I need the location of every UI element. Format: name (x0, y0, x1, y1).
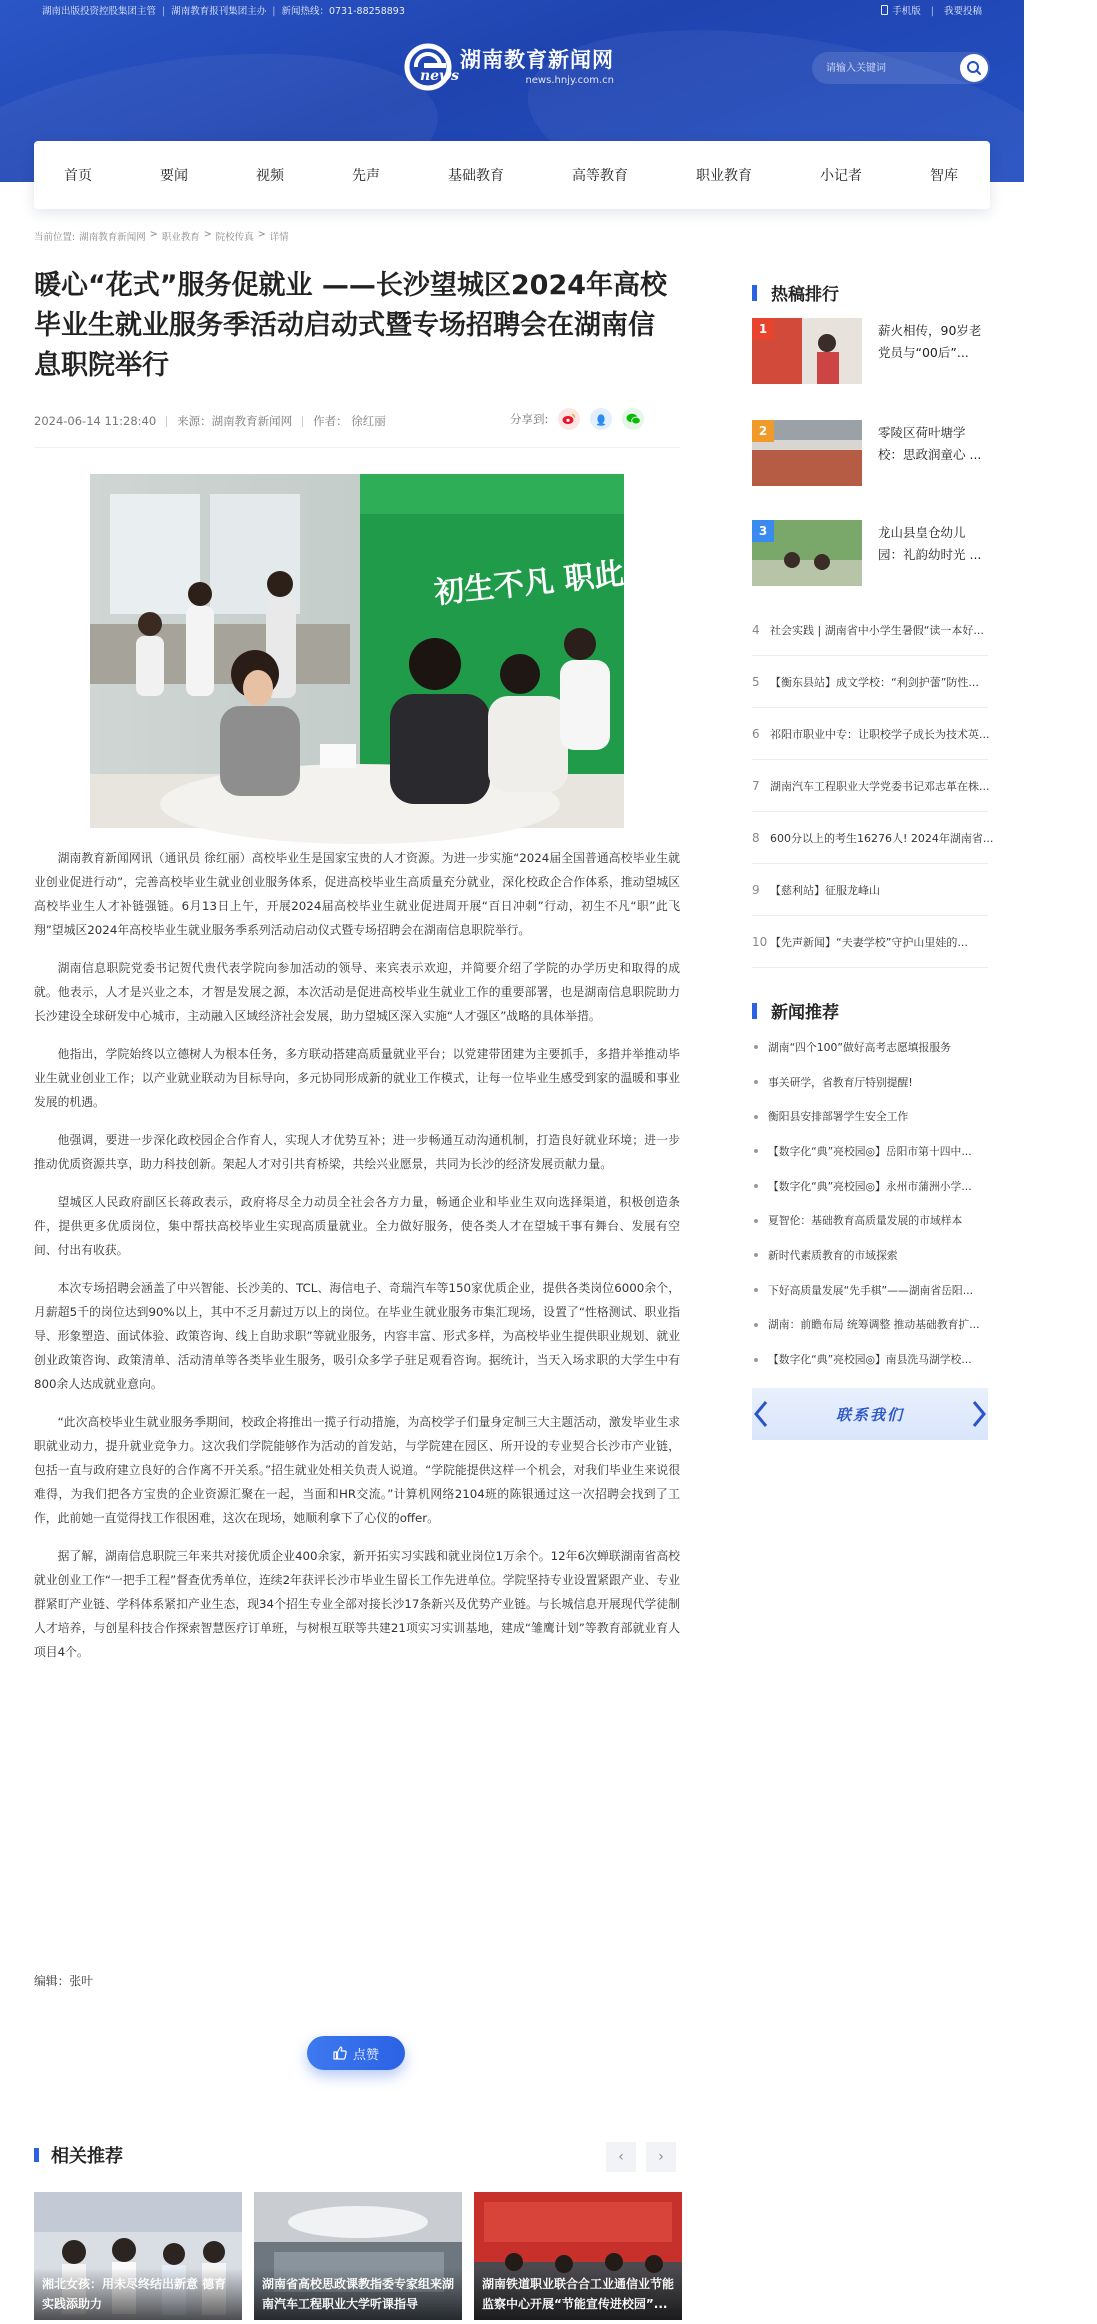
nav-basic-education[interactable]: 基础教育 (448, 168, 504, 184)
like-button[interactable] (307, 2036, 405, 2070)
related-next-button[interactable]: › (646, 2142, 676, 2172)
article-paragraph: 他指出，学院始终以立德树人为根本任务，多方联动搭建高质量就业平台；以党建带团建为主要抓手，多措并举推动毕业生就业创业工作；以产业就业联动为目标导向，多元协同形成新的就业工作模式，让每一位毕业生感受到家的温暖和事业发展的机遇。 (34, 1047, 680, 1109)
phone-icon (881, 5, 888, 15)
article-photo (90, 474, 686, 828)
recommend-item[interactable]: 衡阳县安排部署学生安全工作 (752, 1099, 988, 1134)
article-author: 作者： 徐红丽 (313, 414, 386, 428)
article-meta (34, 413, 386, 429)
like-label: 点赞 (352, 2047, 379, 2063)
wechat-share-icon[interactable] (622, 408, 644, 430)
recommend-item[interactable]: 【数字化“典”亮校园◎】岳阳市第十四中... (752, 1134, 988, 1169)
related-card[interactable] (34, 2192, 242, 2320)
logo-url: news.hnjy.com.cn (525, 75, 614, 86)
hot-ranking-top-item[interactable] (752, 318, 986, 384)
nav-higher-education[interactable]: 高等教育 (572, 168, 628, 184)
related-card-title: 湘北女孩：用未尽终结出新意 德育实践添助力 (34, 2268, 242, 2320)
news-recommend-header (752, 998, 839, 1023)
topbar-hotline: 新闻热线：0731-88258893 (281, 6, 405, 17)
article-paragraph: 本次专场招聘会涵盖了中兴智能、长沙美的、TCL、海信电子、奇瑞汽车等150家优质企业，提供各类岗位6000余个，月薪超5千的岗位达到90%以上，其中不乏月薪过万以上的岗位。在毕业生就业服务市集汇现场，设置了“性格测试、职业指导、形象塑造、面试体验、政策咨询、线上自助求职”等就业服务，内容丰富、形式多样，为高校毕业生提供职业规划、就业创业政策咨询、政策清单、活动清单等各类毕业生服务，吸引众多学子驻足观看咨询。据统计，当天入场求职的大学生中有800余人达成就业意向。 (34, 1281, 680, 1391)
top-bar (0, 0, 1024, 24)
related-card[interactable] (474, 2192, 682, 2320)
related-card-title: 湖南铁道职业联合合工业通信业节能监察中心开展“节能宣传进校园”... (474, 2268, 682, 2320)
nav-think-tank[interactable]: 智库 (930, 168, 958, 184)
search-icon (960, 54, 988, 82)
hot-ranking-header (752, 280, 839, 305)
hot-rank-badge: 1 (752, 318, 774, 340)
breadcrumb-separator: > (203, 229, 212, 240)
topbar-organizer: 湖南教育报刊集团主办 (171, 6, 267, 17)
article-paragraph: “此次高校毕业生就业服务季期间，校政企将推出一揽子行动措施，为高校学子们量身定制三大主题活动，激发毕业生求职就业动力，提升就业竞争力。这次我们学院能够作为活动的首发站，与学院建在园区、所开设的专业契合长沙市产业链，包括一直与政府建立良好的合作离不开关系。”招生就业处相关负责人说道。“学院能提供这样一个机会，对我们毕业生来说很难得，为我们把各方宝贵的企业资源汇聚在一起，当面和HR交流。”计算机网络2104班的陈银通过这一次招聘会找到了工作，此前她一直觉得找工作很困难，这次在现场，她顺利拿下了心仪的offer。 (34, 1415, 680, 1525)
search-button[interactable] (960, 54, 988, 82)
hot-title: 龙山县皇仓幼儿园：礼韵幼时光 ... (878, 525, 982, 562)
search-input[interactable] (826, 59, 946, 77)
related-header (34, 2142, 123, 2168)
hot-list-item[interactable]: 7 湖南汽车工程职业大学党委书记邓志革在株... (752, 760, 988, 812)
hot-ranking-top-item[interactable] (752, 520, 986, 586)
article-title: 暖心“花式”服务促就业 ——长沙望城区2024年高校毕业生就业服务季活动启动式暨专场招聘会在湖南信息职院举行 (34, 270, 668, 381)
hot-title: 零陵区荷叶塘学校：思政润童心 ... (878, 425, 982, 462)
breadcrumb-home[interactable]: 湖南教育新闻网 (79, 232, 146, 243)
divider: | (272, 6, 276, 17)
section-marker (752, 285, 757, 301)
nav-young-reporter[interactable]: 小记者 (820, 168, 862, 184)
article-editor: 编辑：张叶 (34, 1974, 93, 1988)
breadcrumb-label: 当前位置: (34, 232, 76, 243)
recommend-item[interactable]: 新时代素质教育的市域探索 (752, 1238, 988, 1273)
recommend-item[interactable]: 湖南：前瞻布局 统筹调整 推动基础教育扩... (752, 1308, 988, 1343)
article-paragraph: 湖南信息职院党委书记贺代贵代表学院向参加活动的领导、来宾表示欢迎，并简要介绍了学院的办学历史和取得的成就。他表示，人才是兴业之本，才智是发展之源，本次活动是促进高校毕业生就业工作的重要部署，也是湖南信息职院助力长沙建设全球研发中心城市，主动融入区域经济社会发展，助力望城区深入实施“人才强区”战略的具体举措。 (34, 961, 680, 1023)
section-marker (34, 2148, 39, 2162)
recommend-item[interactable]: 【数字化“典”亮校园◎】永州市蒲洲小学... (752, 1169, 988, 1204)
hot-list-item[interactable]: 6 祁阳市职业中专：让职校学子成长为技术英... (752, 708, 988, 760)
hot-ranking-list (752, 604, 994, 968)
recommend-item[interactable]: 下好高质量发展“先手棋”——湖南省岳阳... (752, 1273, 988, 1308)
related-prev-button[interactable]: ‹ (606, 2142, 636, 2172)
article-date: 2024-06-14 11:28:40 (34, 414, 157, 428)
article-paragraph: 望城区人民政府副区长蒋政表示，政府将尽全力动员全社会各方力量，畅通企业和毕业生双向选择渠道，积极创造条件，提供更多优质岗位，集中帮扶高校毕业生实现高质量就业。全力做好服务，使各类人才在望城干事有舞台、发展有空间、付出有收获。 (34, 1195, 680, 1257)
related-title: 相关推荐 (51, 2146, 123, 2167)
weibo-share-icon[interactable] (558, 408, 580, 430)
topbar-sponsor: 湖南出版投资控股集团主管 (42, 6, 157, 17)
nav-voice[interactable]: 先声 (352, 168, 380, 184)
search-box (812, 52, 990, 84)
nav-vocational-education[interactable]: 职业教育 (696, 168, 752, 184)
contact-arrows-icon (752, 1388, 988, 1440)
hot-list-item[interactable]: 8 600分以上的考生16276人! 2024年湖南省... (752, 812, 988, 864)
divider (166, 416, 167, 427)
photo-banner-text: 初生不凡 职此飞翔 (432, 550, 686, 612)
logo-news-wordmark: news (420, 68, 460, 84)
nav-headlines[interactable]: 要闻 (160, 168, 188, 184)
related-card[interactable] (254, 2192, 462, 2320)
section-marker (752, 1003, 757, 1019)
article-paragraph: 湖南教育新闻网讯（通讯员 徐红丽）高校毕业生是国家宝贵的人才资源。为进一步实施“2024届全国普通高校毕业生就业创业促进行动”，完善高校毕业生就业创业服务体系，促进高校毕业生高质量充分就业，深化校政企合作体系，推动望城区高校毕业生人才补链强链。6月13日上午，开展2024届高校毕业生就业促进周开展“百日冲刺”行动，初生不凡“职”此飞翔”望城区2024年高校毕业生就业服务季系列活动启动仪式暨专场招聘会在湖南信息职院举行。 (34, 851, 680, 937)
main-nav (34, 141, 990, 209)
hot-list-item[interactable]: 5 【衡东县站】成文学校：“利剑护蕾”防性... (752, 656, 988, 708)
hot-title: 薪火相传，90岁老党员与“00后”... (878, 323, 982, 360)
recommend-item[interactable]: 夏智伦：基础教育高质量发展的市域样本 (752, 1203, 988, 1238)
site-logo[interactable] (404, 40, 614, 94)
hot-rank-badge: 3 (752, 520, 774, 542)
hot-ranking-top-item[interactable] (752, 420, 986, 486)
hot-ranking-title: 热稿排行 (771, 285, 839, 305)
breadcrumb-vocational[interactable]: 职业教育 (161, 232, 200, 243)
recommend-item[interactable]: 湖南“四个100”做好高考志愿填报服务 (752, 1030, 988, 1065)
breadcrumb-school-news[interactable]: 院校传真 (215, 232, 254, 243)
recommend-item[interactable]: 【数字化“典”亮校园◎】南县洗马湖学校... (752, 1342, 988, 1377)
nav-video[interactable]: 视频 (256, 168, 284, 184)
breadcrumb-separator: > (257, 229, 266, 240)
hot-list-item[interactable]: 10 【先声新闻】“夫妻学校”守护山里娃的... (752, 916, 988, 968)
mobile-version-link[interactable]: 手机版 (881, 0, 921, 24)
divider (302, 416, 303, 427)
hot-rank-badge: 2 (752, 420, 774, 442)
divider: | (162, 6, 166, 17)
breadcrumb (34, 229, 289, 243)
recommend-item[interactable]: 事关研学，省教育厅特别提醒! (752, 1065, 988, 1100)
article-source: 来源：湖南教育新闻网 (177, 414, 293, 428)
divider: | (930, 6, 934, 17)
submit-article-link[interactable]: 我要投稿 (943, 6, 982, 17)
nav-home[interactable]: 首页 (64, 168, 92, 184)
job-fair-photo-image (90, 474, 686, 828)
hot-list-item[interactable]: 9 【慈利站】征服龙峰山 (752, 864, 988, 916)
news-recommend-title: 新闻推荐 (771, 1003, 839, 1023)
contact-us-label: 联系我们 (835, 1405, 904, 1424)
qq-share-icon[interactable] (590, 408, 612, 430)
thumbs-up-icon (333, 2046, 347, 2060)
article-paragraph: 据了解，湖南信息职院三年来共对接优质企业400余家，新开拓实习实践和就业岗位1万余个。12年6次蝉联湖南省高校就业创业工作“一把手工程”督查优秀单位，连续2年获评长沙市毕业生留长工作先进单位。学院坚持专业设置紧跟产业、专业群紧盯产业链、学科体系紧扣产业生态，现34个招生专业全部对接长沙17条新兴及优势产业链。与长城信息开展现代学徒制人才培养，与创星科技合作探索智慧医疗订单班，与树根互联等共建21项实习实训基地，建成“雏鹰计划”等教育部就业育人项目4个。 (34, 1549, 680, 1659)
contact-us-banner[interactable] (752, 1388, 988, 1440)
article-body (34, 846, 680, 1678)
share-bar (510, 408, 644, 430)
article-divider (34, 447, 680, 448)
related-card-title: 湖南省高校思政课教指委专家组来湖南汽车工程职业大学听课指导 (254, 2268, 462, 2320)
breadcrumb-current: 详情 (269, 232, 289, 243)
hot-list-item[interactable]: 4 社会实践 | 湖南省中小学生暑假“读一本好... (752, 604, 988, 656)
news-recommend-list (752, 1030, 988, 1377)
breadcrumb-separator: > (149, 229, 158, 240)
share-label: 分享到: (510, 412, 549, 426)
article-paragraph: 他强调，要进一步深化政校园企合作育人，实现人才优势互补；进一步畅通互动沟通机制，打造良好就业环境；进一步推动优质资源共享，助力科技创新。架起人才对引共育桥梁，共绘兴业愿景，共同为长沙的经济发展贡献力量。 (34, 1133, 680, 1171)
logo-title: 湖南教育新闻网 (460, 48, 614, 72)
